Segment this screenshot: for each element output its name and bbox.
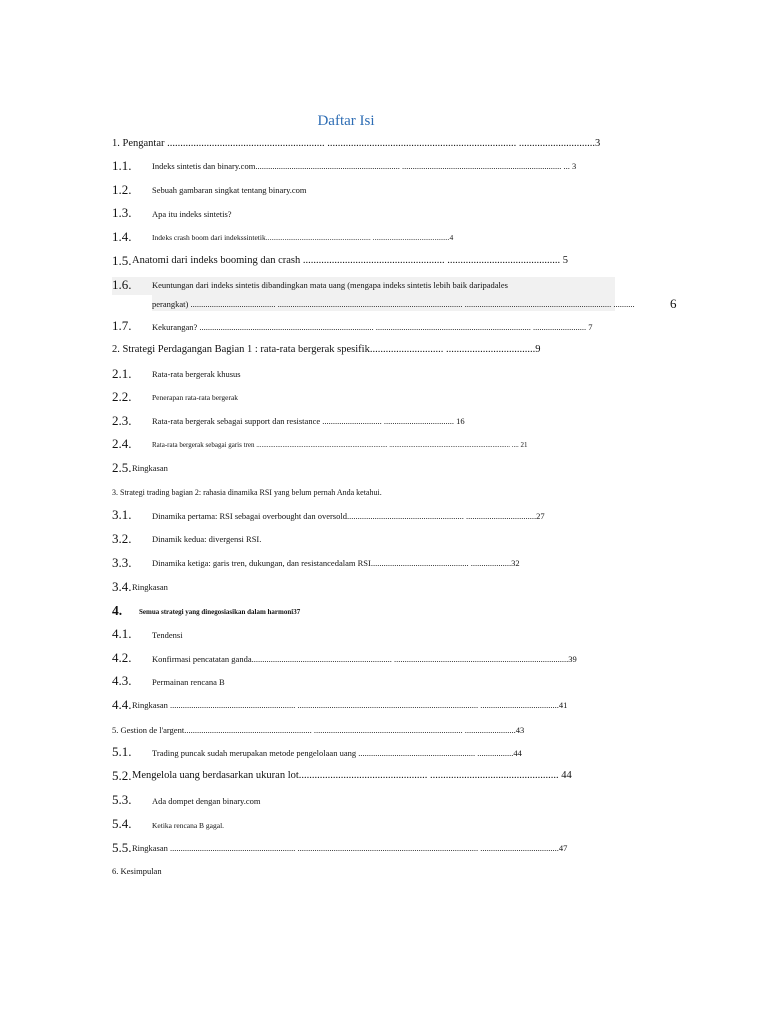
toc-entry-text: Permainan rencana B: [152, 677, 225, 687]
toc-entry-text: Dinamik kedua: divergensi RSI.: [152, 534, 262, 544]
toc-entry-text: Ada dompet dengan binary.com: [152, 796, 261, 806]
toc-entry-number: 2.3.: [112, 413, 132, 428]
toc-entry-number: 4.2.: [112, 650, 132, 665]
toc-entry-number: 1.4.: [112, 229, 132, 244]
toc-entry-number: 3.2.: [112, 531, 132, 546]
toc-entry-number: 5.1.: [112, 744, 132, 759]
toc-entry-number: 5.4.: [112, 816, 132, 831]
toc-entry-text: Indeks sintetis dan binary.com.................................................................... ........................................................................... ... 3: [152, 161, 577, 171]
toc-entry-text: Mengelola uang berdasarkan ukuran lot................................................. ................................................. 44: [132, 770, 572, 781]
toc-entry-text: perangkat) ........................................ ....................................................................................... ..................................................................... ..........: [152, 299, 635, 309]
toc-entry-number: 3.3.: [112, 555, 132, 570]
toc-entry-text: Rata-rata bergerak sebagai garis tren ........................................................................... ..................................................................... .... 21: [152, 441, 528, 449]
toc-entry-text: Rata-rata bergerak sebagai support dan resistance ............................ ................................. 16: [152, 416, 465, 426]
toc-page-number: 6: [670, 296, 677, 311]
toc-entry-number: 1.1.: [112, 158, 132, 173]
toc-entry-number: 5.5.: [112, 840, 132, 855]
toc-entry-number: 1.2.: [112, 182, 132, 197]
toc-entry-number: 2.2.: [112, 389, 132, 404]
toc-entry-number: 2.5.: [112, 460, 132, 475]
highlight-gap: [112, 295, 152, 312]
toc-entry-text: Ringkasan ........................................................... ..................................................................................... .....................................47: [132, 843, 568, 853]
toc-entry-text: 6. Kesimpulan: [112, 866, 162, 876]
toc-entry-number: 1.3.: [112, 205, 132, 220]
toc-entry-number: 1.6.: [112, 277, 132, 292]
toc-entry-number: 5.3.: [112, 792, 132, 807]
toc-entry-text: Keuntungan dari indeks sintetis dibandingkan mata uang (mengapa indeks sintetis lebih baik daripadales: [152, 280, 508, 290]
toc-entry-number: 3.4.: [112, 579, 132, 594]
toc-entry-text: Ringkasan ........................................................... ..................................................................................... .....................................41: [132, 700, 568, 710]
toc-entry-number: 4.1.: [112, 626, 132, 641]
toc-entry-number: 4.: [112, 603, 123, 618]
toc-entry-text: Trading puncak sudah merupakan metode pengelolaan uang ....................................................... .................44: [152, 748, 522, 758]
toc-entry-text: Tendensi: [152, 630, 183, 640]
toc-entry-number: 2.4.: [112, 436, 132, 451]
toc-entry-text: Dinamika ketiga: garis tren, dukungan, dan resistancedalam RSI.............................................. ...................32: [152, 558, 520, 568]
toc-entry-text: 1. Pengantar ............................................................ ........................................................................ .............................3: [112, 138, 601, 149]
toc-entry-number: 1.5.: [112, 253, 132, 268]
toc-entry-text: Anatomi dari indeks booming dan crash ...................................................... ........................................... 5: [132, 255, 569, 266]
toc-entry-text: 3. Strategi trading bagian 2: rahasia dinamika RSI yang belum pernah Anda ketahui.: [112, 488, 382, 497]
toc-entry-text: Sebuah gambaran singkat tentang binary.com: [152, 185, 307, 195]
toc-entry-number: 4.3.: [112, 673, 132, 688]
toc-entry-text: Dinamika pertama: RSI sebagai overbought dan oversold....................................................... .................................27: [152, 511, 545, 521]
toc-entry-text: Apa itu indeks sintetis?: [152, 209, 232, 219]
toc-entry-text: Semua strategi yang dinegosiasikan dalam harmoni37: [139, 608, 301, 616]
toc-entry-text: Ketika rencana B gagal.: [152, 821, 225, 830]
toc-entry-number: 3.1.: [112, 507, 132, 522]
toc-entry-text: Ringkasan: [132, 463, 168, 473]
toc-entry-number: 1.7.: [112, 318, 132, 333]
toc-entry-text: 5. Gestion de l'argent............................................................ ...................................................................... ........................43: [112, 725, 525, 735]
toc-entry-number: 2.1.: [112, 366, 132, 381]
toc-entry-text: Rata-rata bergerak khusus: [152, 369, 241, 379]
toc-entry-text: Ringkasan: [132, 582, 168, 592]
toc-entry-text: Penerapan rata-rata bergerak: [152, 393, 239, 402]
toc-entry-text: Konfirmasi pencatatan ganda.................................................................. ..................................................................................39: [152, 654, 577, 664]
toc-entry-number: 4.4.: [112, 697, 132, 712]
toc-entry-text: 2. Strategi Perdagangan Bagian 1 : rata-rata bergerak spesifik............................ ..................................9: [112, 344, 541, 355]
toc-entry-text: Kekurangan? .................................................................................. ......................................................................... ......................... 7: [152, 322, 593, 332]
toc-entry-text: Indeks crash boom dari indekssintetik........................................................ .........................................4: [152, 233, 454, 242]
toc-entry-number: 5.2.: [112, 768, 132, 783]
toc-title: Daftar Isi: [317, 113, 375, 129]
